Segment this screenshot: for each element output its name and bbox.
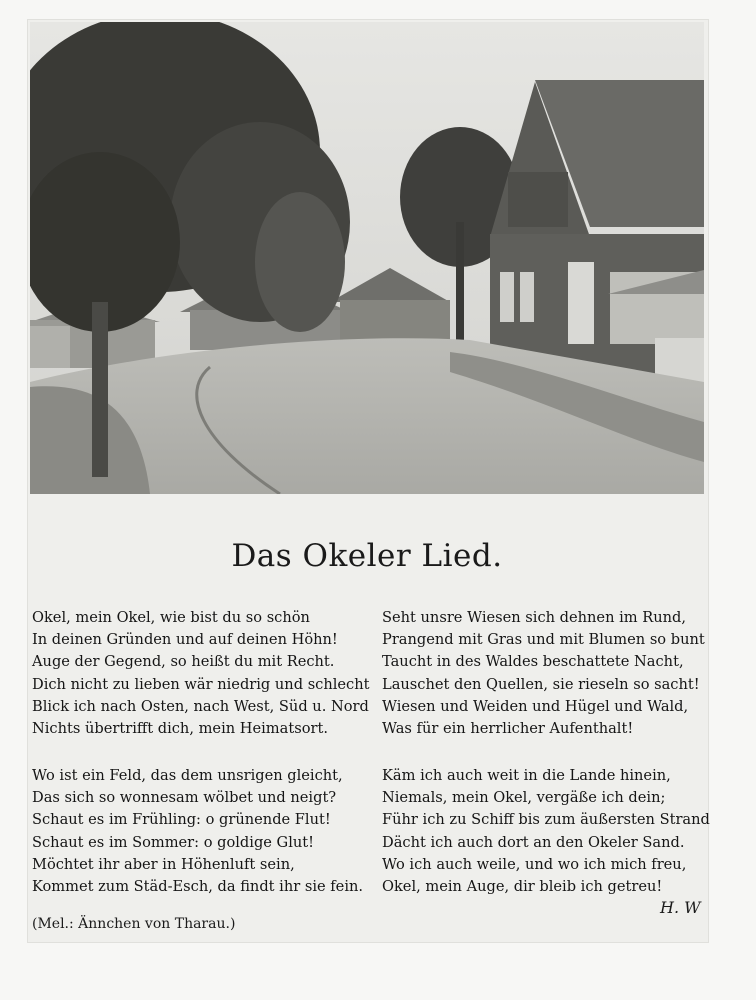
verse-line: Schaut es im Sommer: o goldige Glut! [32,833,315,851]
verse-line: Käm ich auch weit in die Lande hinein, [382,767,671,784]
verse-line: In deinen Gründen und auf deinen Höhn! [32,631,338,649]
verse-line: Möchtet ihr aber in Höhenluft sein, [32,855,295,873]
verse-line: Taucht in des Waldes beschattete Nacht, [382,653,684,671]
stanza-1 [32,607,372,740]
verse-line: Das sich so wonnesam wölbet und neigt? [32,789,337,807]
verse-line: Kommet zum Städ-Esch, da findt ihr sie fein. [32,878,364,896]
verse-line: Niemals, mein Okel, vergäße ich dein; [382,789,666,807]
verse-line: Wiesen und Weiden und Hügel und Wald, [382,697,689,715]
village-street-photo [30,22,704,494]
author-initials: H. W [660,898,701,917]
stanza-2 [382,607,722,740]
verse-line: Wo ich auch weile, und wo ich mich freu, [382,855,687,873]
verse-line: Prangend mit Gras und mit Blumen so bunt [382,631,705,649]
stanza-4 [382,765,722,898]
verse-line: Blick ich nach Osten, nach West, Süd u. Nord [32,697,369,715]
verse-line: Dich nicht zu lieben wär niedrig und schlecht [32,675,370,693]
photo-illustration [30,22,704,494]
verse-line: Auge der Gegend, so heißt du mit Recht. [32,653,335,671]
verse-line: Nichts übertrifft dich, mein Heimatsort. [32,720,328,738]
verse-line: Was für ein herrlicher Aufenthalt! [382,720,634,738]
verse-line: Okel, mein Okel, wie bist du so schön [32,609,310,626]
verse-line: Dächt ich auch dort an den Okeler Sand. [382,833,685,851]
melody-note: (Mel.: Ännchen von Tharau.) [32,916,236,932]
verse-line: Seht unsre Wiesen sich dehnen im Rund, [382,609,687,626]
stanza-3 [32,765,372,898]
verse-line: Wo ist ein Feld, das dem unsrigen gleicht, [32,767,343,784]
verse-line: Okel, mein Auge, dir bleib ich getreu! [382,878,663,896]
verse-line: Lauschet den Quellen, sie rieseln so sacht! [382,675,700,693]
verse-line: Führ ich zu Schiff bis zum äußersten Strand [382,811,710,829]
song-title: Das Okeler Lied. [231,538,503,574]
verse-line: Schaut es im Frühling: o grünende Flut! [32,811,331,829]
